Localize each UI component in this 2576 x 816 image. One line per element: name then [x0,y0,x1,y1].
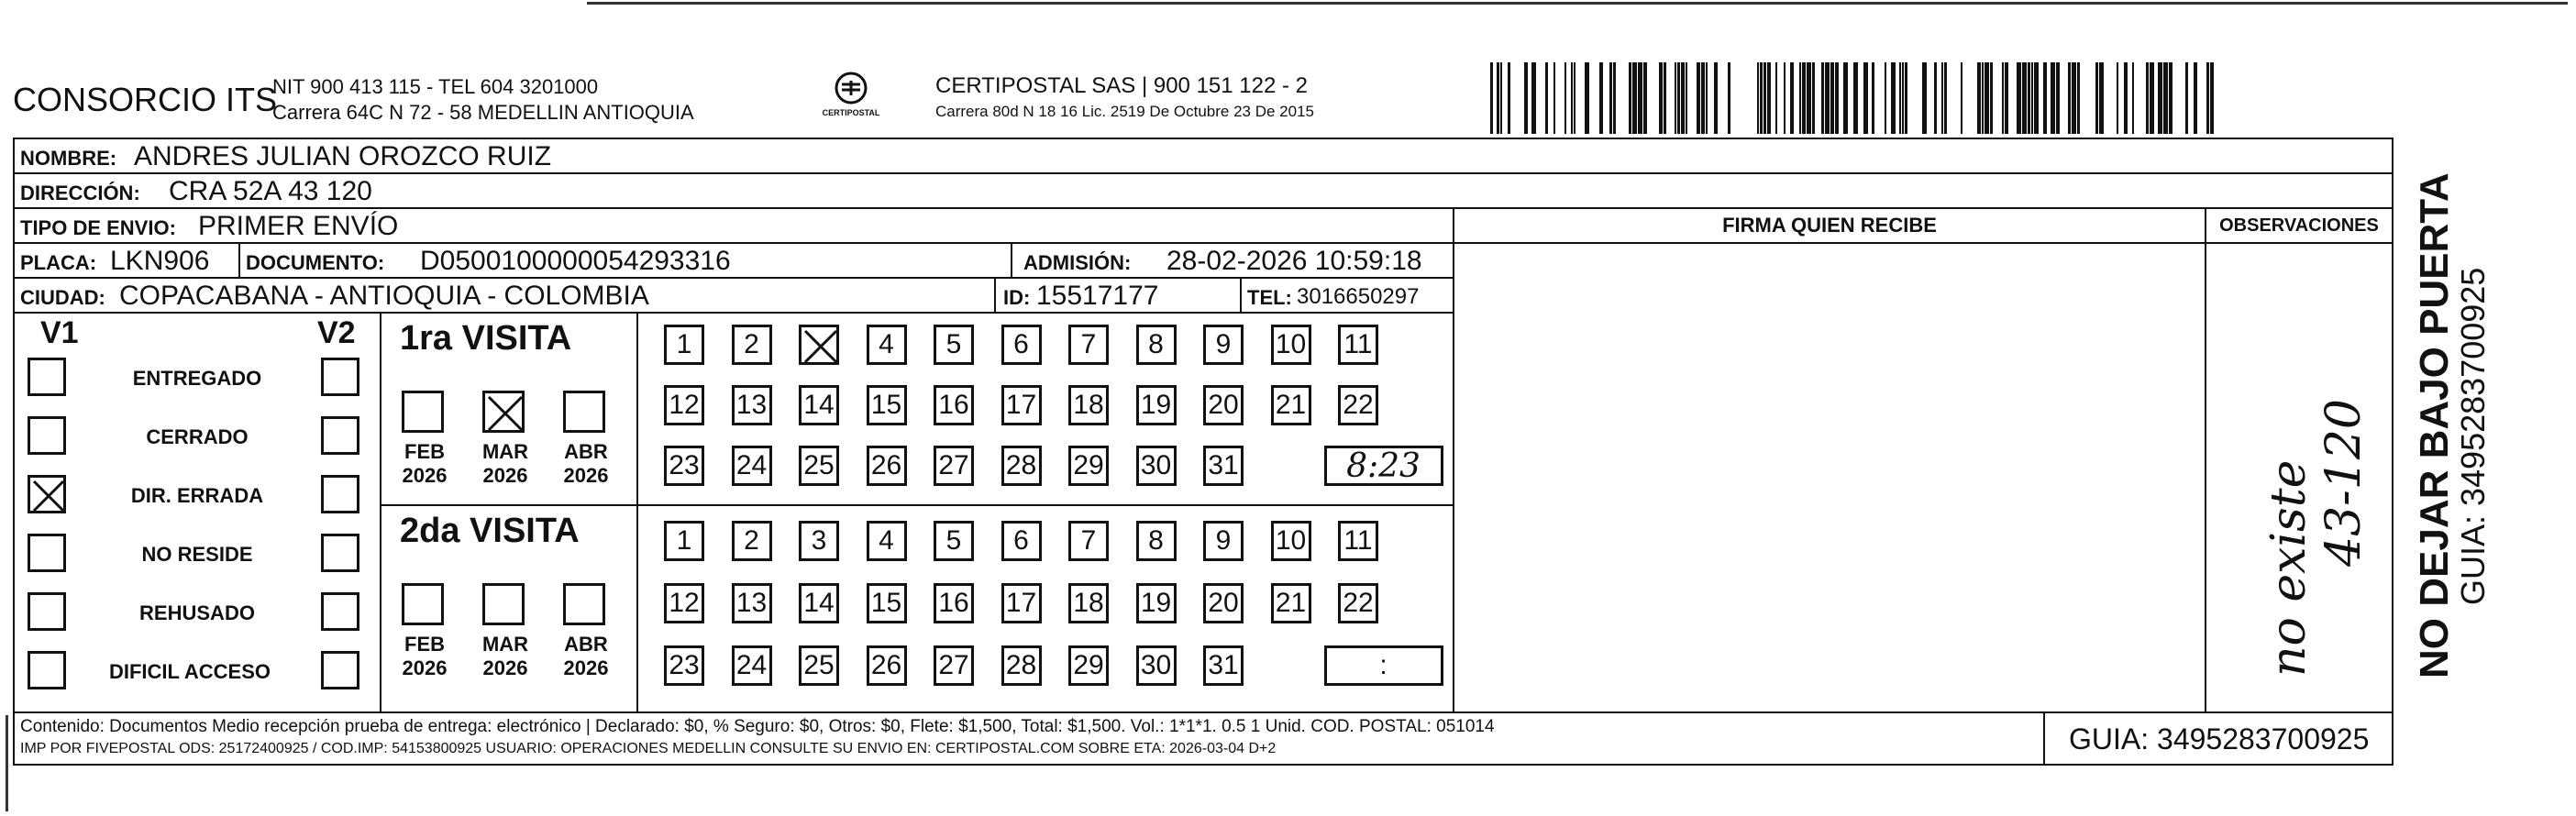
footer-guia: GUIA: 3495283700925 [2069,722,2370,755]
barcode-bar [1872,62,1874,134]
barcode-bar [1706,62,1708,134]
day-box-4[interactable]: 4 [867,325,907,365]
barcode-bar [1609,62,1612,134]
barcode-bar [1891,62,1896,134]
ciudad-label: CIUDAD: [20,286,105,309]
visit-2-title: 2da VISITA [400,512,580,550]
day-box-21[interactable]: 21 [1271,385,1311,425]
barcode-bar [1830,62,1834,134]
status-label: CERRADO [146,425,249,448]
day-box-16[interactable]: 16 [934,583,974,623]
barcode-bar [1982,62,1984,134]
placa-value: LKN906 [110,246,210,276]
barcode-bar [1643,62,1647,134]
month-name: ABR [564,633,608,656]
barcode-bar [1812,62,1815,134]
barcode-bar [1497,62,1499,134]
status-label: REHUSADO [139,601,255,624]
day-box-10[interactable]: 10 [1271,325,1311,365]
day-box-26[interactable]: 26 [867,446,907,486]
barcode-bar [2124,62,2128,134]
v2-checkbox[interactable] [321,416,359,455]
nit-line: NIT 900 413 115 - TEL 604 3201000 [272,75,599,98]
barcode-bar [1545,62,1548,134]
day-box-17[interactable]: 17 [1001,583,1042,623]
month-name: FEB [404,440,445,463]
month-year: 2026 [402,656,448,679]
barcode-bar [1553,62,1555,134]
v1-label: V1 [40,315,79,350]
tipo-envio-value: PRIMER ENVÍO [198,211,399,241]
day-box-18[interactable]: 18 [1068,583,1109,623]
ciudad-cell [15,279,996,312]
barcode-bar [1714,62,1718,134]
day-box-14[interactable]: 14 [799,385,839,425]
barcode-bar [2169,62,2172,134]
day-box-1[interactable]: 1 [664,521,704,561]
status-section [15,314,381,711]
month-checkbox-feb[interactable] [402,583,444,625]
tel-value: 3016650297 [1297,284,1420,309]
day-box-4[interactable]: 4 [867,521,907,561]
barcode-bar [1944,62,1947,134]
barcode-bar [1760,62,1763,134]
day-box-21[interactable]: 21 [1271,583,1311,623]
month-name: MAR [481,440,529,463]
barcode-bar [1961,62,1962,134]
barcode-bar [1701,62,1705,134]
scan-left-border [6,715,8,811]
day-box-13[interactable]: 13 [732,385,772,425]
barcode-bar [1757,62,1759,134]
day-box-8[interactable]: 8 [1136,325,1177,365]
barcode-bar [1574,62,1575,134]
barcode-bar [1632,62,1637,134]
placa-label: PLACA: [20,251,97,274]
barcode-bar [2034,62,2039,134]
v1-checkbox[interactable] [28,416,66,455]
month-name: FEB [404,633,445,656]
tel-label: TEL: [1247,286,1292,309]
admision-value: 28-02-2026 10:59:18 [1166,246,1422,276]
day-box-29[interactable]: 29 [1068,645,1109,686]
barcode-bar [1599,62,1603,134]
day-box-9[interactable]: 9 [1203,521,1244,561]
barcode-bar [1843,62,1848,134]
barcode-bar [1799,62,1801,134]
barcode-bar [2068,62,2071,134]
day-box-10[interactable]: 10 [1271,521,1311,561]
barcode-bar [1767,62,1771,134]
firma-header [1454,209,2205,244]
guide-form [13,138,2394,766]
barcode-bar [1977,62,1981,134]
id-value: 15517177 [1036,281,1159,311]
day-box-19[interactable]: 19 [1136,583,1177,623]
barcode-bar [1664,62,1666,134]
barcode-bar [2077,62,2080,134]
visit-2-month-block [381,506,638,711]
day-box-12[interactable]: 12 [664,583,704,623]
barcode-bar [1564,62,1566,134]
month-year: 2026 [482,464,528,487]
observaciones-column [2205,209,2392,711]
admision-label: ADMISIÓN: [1023,251,1132,274]
day-box-30[interactable]: 30 [1136,446,1177,486]
direccion-row [15,174,2392,209]
day-box-15[interactable]: 15 [867,385,907,425]
visit-1-title: 1ra VISITA [400,319,572,358]
barcode-bar [1902,62,1904,134]
v2-label: V2 [317,315,356,350]
month-year: 2026 [402,464,448,487]
day-box-16[interactable]: 16 [934,385,974,425]
day-box-27[interactable]: 27 [934,645,974,686]
day-box-20[interactable]: 20 [1203,583,1244,623]
barcode [1490,62,2215,134]
barcode-bar [1585,62,1589,134]
barcode-bar [1686,62,1687,134]
day-box-22[interactable]: 22 [1338,385,1378,425]
side-guia-label: GUIA: 3495283700925 [2454,267,2492,605]
day-box-3-checked[interactable] [799,325,839,365]
barcode-bar [1941,62,1943,134]
barcode-bar [1571,62,1573,134]
day-box-9[interactable]: 9 [1203,325,1244,365]
day-box-31[interactable]: 31 [1203,446,1244,486]
footer-line-2: IMP POR FIVEPOSTAL ODS: 25172400925 / COD.IMP: 54153800925 USUARIO: OPERACIONES MEDELLIN CONSULTE SU ENVIO EN: CERTIPOSTAL.COM SOBRE ETA: 2026-03-04 D+2 [20,741,1277,756]
status-label: ENTREGADO [132,367,262,390]
barcode-bar [2117,62,2118,134]
visit-2-section [381,506,1453,711]
day-box-14[interactable]: 14 [799,583,839,623]
day-box-26[interactable]: 26 [867,645,907,686]
month-checkbox-abr[interactable] [563,583,605,625]
barcode-bar [2185,62,2188,134]
day-box-22[interactable]: 22 [1338,583,1378,623]
day-box-8[interactable]: 8 [1136,521,1177,561]
day-box-20[interactable]: 20 [1203,385,1244,425]
documento-value: D0500100000054293316 [420,246,731,276]
barcode-bar [1629,62,1631,134]
hour-box[interactable]: : [1324,645,1443,686]
barcode-bar [1825,62,1830,134]
month-checkbox-mar-checked[interactable] [482,391,525,433]
barcode-bar [1728,62,1730,134]
barcode-bar [2146,62,2149,134]
day-box-11[interactable]: 11 [1338,325,1378,365]
barcode-bar [2028,62,2030,134]
month-year: 2026 [563,464,609,487]
day-box-17[interactable]: 17 [1001,385,1042,425]
observaciones-label: OBSERVACIONES [2219,215,2379,236]
barcode-bar [1490,62,1493,134]
barcode-bar [1677,62,1680,134]
day-box-6[interactable]: 6 [1001,325,1042,365]
id-label: ID: [1003,286,1031,309]
barcode-bar [1899,62,1901,134]
footer-guia-cell [2043,713,2392,764]
firma-column [1453,209,2205,711]
day-box-5[interactable]: 5 [934,521,974,561]
day-box-11[interactable]: 11 [1338,521,1378,561]
day-box-23[interactable]: 23 [664,446,704,486]
month-checkbox-feb[interactable] [402,391,444,433]
day-box-29[interactable]: 29 [1068,446,1109,486]
v1-checkbox[interactable] [28,358,66,396]
barcode-bar [1508,62,1510,134]
barcode-bar [1853,62,1858,134]
v2-checkbox[interactable] [321,475,359,513]
barcode-bar [2002,62,2004,134]
month-name: ABR [564,440,608,463]
v1-checkbox-checked[interactable] [28,475,66,513]
barcode-bar [1790,62,1794,134]
month-checkbox-mar[interactable] [482,583,525,625]
observaciones-handwritten-line1: no existe [2261,459,2316,677]
admision-cell [1012,244,1453,277]
day-box-7[interactable]: 7 [1068,325,1109,365]
barcode-bar [2206,62,2209,134]
firma-label: FIRMA QUIEN RECIBE [1722,214,1937,237]
day-box-12[interactable]: 12 [664,385,704,425]
observaciones-handwritten-line2: 43-120 [2316,399,2371,567]
barcode-bar [1500,62,1502,134]
status-label: NO RESIDE [141,543,253,566]
barcode-bar [2150,62,2154,134]
day-box-2[interactable]: 2 [732,325,772,365]
barcode-bar [1784,62,1786,134]
month-year: 2026 [563,656,609,679]
barcode-bar [1821,62,1824,134]
barcode-bar [2017,62,2021,134]
barcode-bar [1675,62,1676,134]
day-box-3[interactable]: 3 [799,521,839,561]
hour-box[interactable]: 8:23 [1324,446,1443,486]
barcode-bar [2043,62,2047,134]
day-box-25[interactable]: 25 [799,446,839,486]
day-box-19[interactable]: 19 [1136,385,1177,425]
direccion-label: DIRECCIÓN: [20,182,140,204]
no-dejar-bajo-puerta-label: NO DEJAR BAJO PUERTA [2412,172,2457,678]
barcode-bar [1985,62,1989,134]
barcode-bar [1659,62,1663,134]
nombre-row [15,139,2392,174]
footer-line-1: Contenido: Documentos Medio recepción prueba de entrega: electrónico | Declarado: $0, % Seguro: $0, Otros: $0, Flete: $1,500, Total: $1,500. Vol.: 1*1*1. 0.5 1 Unid. COD. POSTAL: 051014 [20,717,1495,736]
day-box-18[interactable]: 18 [1068,385,1109,425]
day-box-24[interactable]: 24 [732,645,772,686]
barcode-bar [1863,62,1868,134]
v1-checkbox[interactable] [28,534,66,572]
barcode-bar [2072,62,2076,134]
barcode-bar [1638,62,1642,134]
visit-1-month-block [381,314,638,504]
barcode-bar [1697,62,1700,134]
month-checkbox-abr[interactable] [563,391,605,433]
barcode-bar [2056,62,2060,134]
day-box-24[interactable]: 24 [732,446,772,486]
observaciones-header [2206,209,2392,244]
v2-checkbox[interactable] [321,358,359,396]
barcode-bar [1531,62,1536,134]
status-label: DIR. ERRADA [130,484,264,507]
barcode-bar [1922,62,1927,134]
barcode-bar [1681,62,1685,134]
barcode-bar [2031,62,2033,134]
certipostal-line-2: Carrera 80d N 18 16 Lic. 2519 De Octubre 23 De 2015 [935,103,1314,120]
tel-cell [1242,279,1453,312]
nombre-label: NOMBRE: [20,147,117,170]
barcode-bar [2158,62,2162,134]
barcode-bar [2051,62,2055,134]
barcode-bar [2095,62,2098,134]
day-box-13[interactable]: 13 [732,583,772,623]
day-box-7[interactable]: 7 [1068,521,1109,561]
company-address: Carrera 64C N 72 - 58 MEDELLIN ANTIOQUIA [272,101,694,124]
v1-checkbox[interactable] [28,651,66,689]
day-box-23[interactable]: 23 [664,645,704,686]
ciudad-value: COPACABANA - ANTIOQUIA - COLOMBIA [119,281,649,311]
month-name: MAR [481,633,529,656]
barcode-bar [2005,62,2008,134]
day-box-30[interactable]: 30 [1136,645,1177,686]
company-name: CONSORCIO ITS [13,81,278,118]
tipo-envio-label: TIPO DE ENVIO: [20,216,176,239]
certipostal-line-1: CERTIPOSTAL SAS | 900 151 122 - 2 [935,73,1308,98]
v2-checkbox[interactable] [321,534,359,572]
barcode-bar [1885,62,1886,134]
day-box-1[interactable]: 1 [664,325,704,365]
barcode-bar [1524,62,1528,134]
id-cell [996,279,1242,312]
barcode-bar [1905,62,1907,134]
barcode-bar [2022,62,2027,134]
day-box-5[interactable]: 5 [934,325,974,365]
barcode-bar [1807,62,1811,134]
day-box-25[interactable]: 25 [799,645,839,686]
visit-1-section [381,314,1453,506]
barcode-bar [1775,62,1777,134]
ciudad-row [15,279,1453,314]
day-box-28[interactable]: 28 [1001,645,1042,686]
placa-row [15,244,1453,279]
barcode-bar [1763,62,1766,134]
day-box-15[interactable]: 15 [867,583,907,623]
footer [15,711,2392,764]
documento-label: DOCUMENTO: [246,251,385,274]
day-box-2[interactable]: 2 [732,521,772,561]
day-box-31[interactable]: 31 [1203,645,1244,686]
status-label: DIFICIL ACCESO [108,660,271,683]
scan-top-border [587,2,2568,5]
month-year: 2026 [482,656,528,679]
barcode-bar [1835,62,1839,134]
barcode-bar [1990,62,1993,134]
barcode-bar [1934,62,1937,134]
barcode-bar [2132,62,2134,134]
nombre-value: ANDRES JULIAN OROZCO RUIZ [134,141,552,171]
barcode-bar [2194,62,2197,134]
barcode-bar [2099,62,2104,134]
day-box-6[interactable]: 6 [1001,521,1042,561]
documento-cell [240,244,1012,277]
placa-cell [15,244,240,277]
day-box-27[interactable]: 27 [934,446,974,486]
barcode-bar [2210,62,2214,134]
barcode-bar [1802,62,1806,134]
tipo-envio-row [15,209,1453,244]
certipostal-logo-icon: CERTIPOSTAL [814,72,888,123]
day-box-28[interactable]: 28 [1001,446,1042,486]
v2-checkbox[interactable] [321,592,359,631]
v2-checkbox[interactable] [321,651,359,689]
v1-checkbox[interactable] [28,592,66,631]
direccion-value: CRA 52A 43 120 [169,176,372,206]
barcode-bar [2163,62,2168,134]
barcode-bar [1613,62,1616,134]
